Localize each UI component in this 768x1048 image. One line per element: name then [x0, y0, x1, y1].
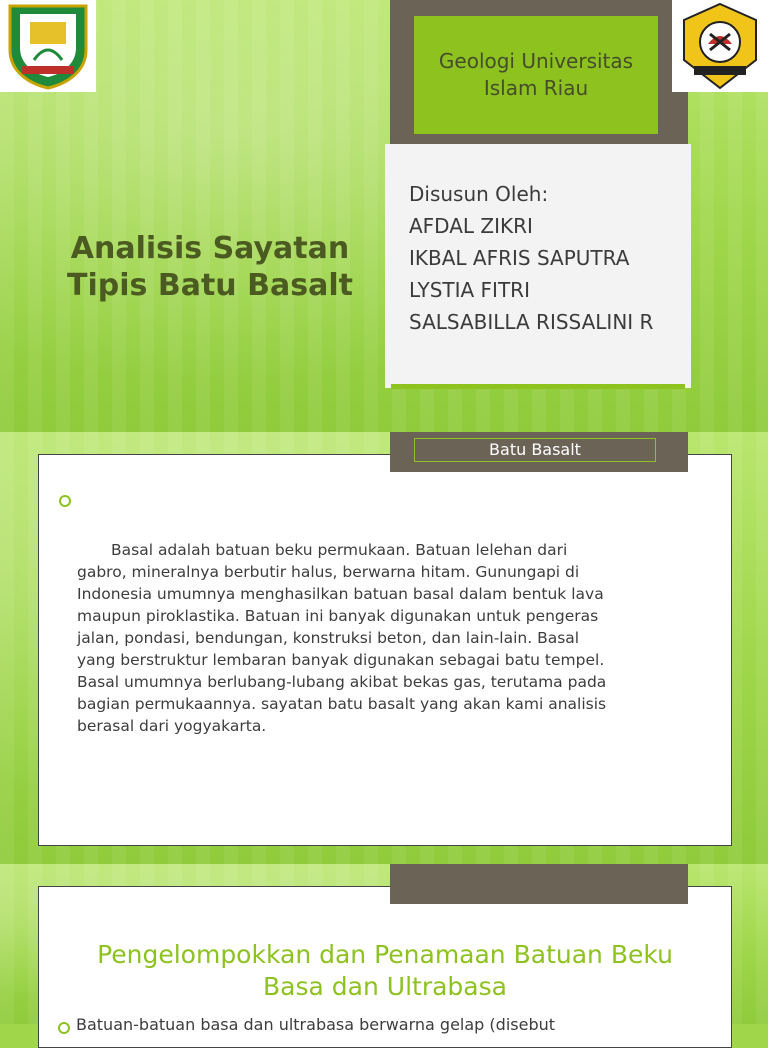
classification-slide [0, 864, 768, 1034]
author-name: AFDAL ZIKRI [409, 214, 533, 238]
teknik-geologi-logo [672, 0, 768, 92]
org-title: Geologi Universitas Islam Riau [438, 49, 634, 100]
bullet-icon [59, 495, 71, 507]
section-tab-label: Batu Basalt [414, 438, 656, 462]
author-name: IKBAL AFRIS SAPUTRA [409, 246, 630, 270]
authors-heading: Disusun Oleh: [409, 182, 549, 206]
author-name: SALSABILLA RISSALINI R [409, 310, 654, 334]
basalt-paragraph: Basal adalah batuan beku permukaan. Batuan lelehan dari gabro, mineralnya berbutir halus, berwarna hitam. Gunungapi di Indonesia umumnya menghasilkan batuan basal dalam bentuk lava maupun piroklastika. Batuan ini banyak digunakan untuk pengeras jalan, pondasi, bendungan, konstruksi beton, dan lain-lain. Basal yang berstruktur lembaran banyak digunakan sebagai batu tempel. Basal umumnya berlubang-lubang akibat bekas gas, terutama pada bagian permukaannya. sayatan batu basalt yang akan kami analisis berasal dari yogyakarta. [77, 541, 607, 735]
content-box [38, 454, 732, 846]
slide-heading: Pengelompokkan dan Penamaan Batuan Beku Basa dan Ultrabasa [97, 940, 673, 1001]
uir-shield-logo [0, 0, 96, 92]
authors-list [409, 178, 653, 338]
org-title-box [414, 16, 658, 134]
main-title: Analisis Sayatan Tipis Batu Basalt [67, 231, 353, 303]
content-slide [0, 432, 768, 864]
teknik-geologi-icon [672, 0, 768, 92]
section-tab-panel [390, 864, 688, 904]
section-tab-panel [390, 432, 688, 472]
authors-panel [385, 144, 691, 388]
title-slide [0, 0, 768, 432]
author-name: LYSTIA FITRI [409, 278, 530, 302]
partial-bullet-text: Batuan-batuan basa dan ultrabasa berwarna gelap (disebut [76, 1015, 556, 1034]
uir-shield-icon [0, 0, 96, 92]
org-title-panel [390, 0, 688, 144]
bullet-icon [58, 1022, 70, 1034]
accent-bar [391, 384, 685, 389]
